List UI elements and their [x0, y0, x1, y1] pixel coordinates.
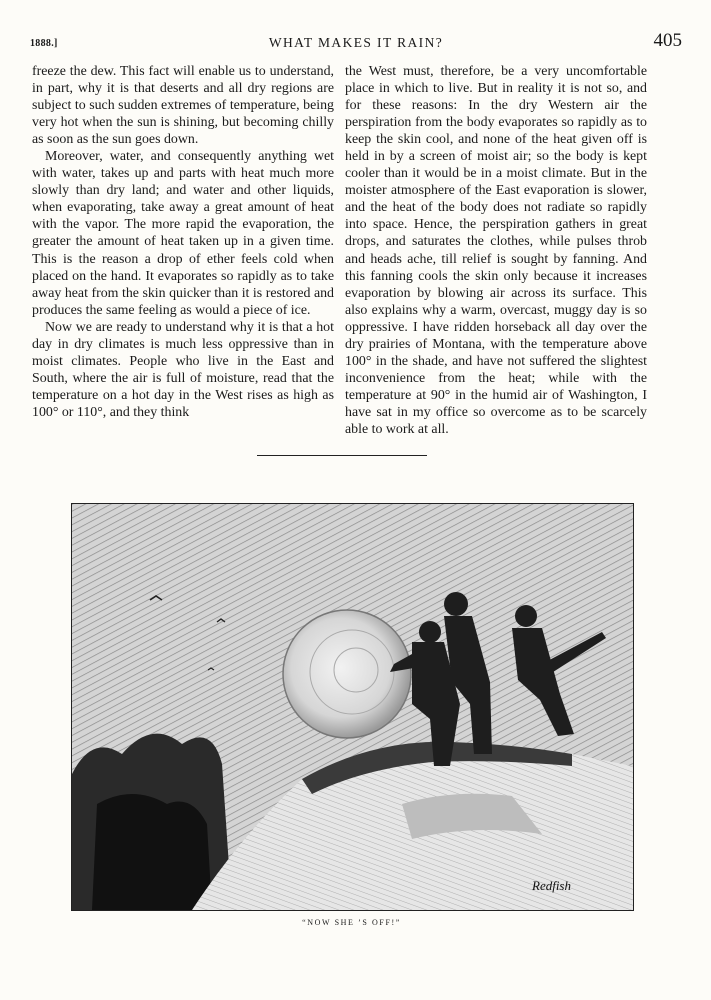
- left-column: [32, 63, 334, 421]
- paragraph: freeze the dew. This fact will enable us to understand, in part, why it is that deserts and all dry regions are subject to such sudden extremes of temperature, being very hot when the sun is shining, but becoming chilly as soon as the sun goes down.: [32, 64, 334, 148]
- engraving: [72, 504, 633, 910]
- section-divider: [257, 455, 427, 456]
- paragraph: Moreover, water, and consequently anything wet with water, takes up and parts with heat much more slowly than dry land; and water and other liquids, when evaporating, take away a great amount of heat with the vapor. The more rapid the evaporation, the greater the amount of heat taken up in a given time. This is the reason a drop of ether feels cold when placed on the hand. It evaporates so rapidly as to take away heat from the skin quicker than it is restored and produces the same feeling as would a piece of ice.: [32, 149, 334, 318]
- page-header: [30, 30, 682, 52]
- header-year: 1888.]: [30, 38, 58, 49]
- right-column: [345, 63, 647, 438]
- snowball: [283, 610, 411, 738]
- bushes-shadow: [92, 794, 212, 910]
- running-title: WHAT MAKES IT RAIN?: [268, 35, 444, 50]
- paragraph: Now we are ready to understand why it is that a hot day in dry climates is much less oppressive than in moist climates. People who live in the East and South, where the air is full of moisture, read that the temperature on a hot day in the West rises as high as 100° or 110°, and they think: [32, 319, 334, 420]
- artist-signature: Redfish: [532, 878, 571, 893]
- illustration-snowball: [71, 503, 634, 911]
- figure-caption: “NOW SHE ’S OFF!”: [302, 918, 401, 927]
- page-number: 405: [653, 30, 682, 51]
- paragraph: the West must, therefore, be a very uncomfortable place in which to live. But in reality it is not so, and for these reasons: In the dry Western air the perspiration from the body evaporates so rapidly as to keep the skin cool, and none of the heat given off is held in by a screen of moist air; so the body is kept cooler than it would be in a moist climate. But in the moister atmosphere of the East evaporation is slower, and the heat of the body does not radiate so rapidly into space. Hence, the perspiration gathers in great drops, and saturates the clothes, while pulses throb and heads ache, till relief is sought by fanning. And this fanning cools the skin only because it increases evaporation by blowing air across its surface. This also explains why a warm, overcast, muggy day is so oppressive. I have ridden horseback all day over the dry prairies of Montana, with the temperature above 100° in the shade, and have not suffered the slightest inconvenience from the heat; while with the temperature at 90° in the humid air of Washington, I have sat in my office so overcome as to be scarcely able to work at all.: [345, 64, 647, 437]
